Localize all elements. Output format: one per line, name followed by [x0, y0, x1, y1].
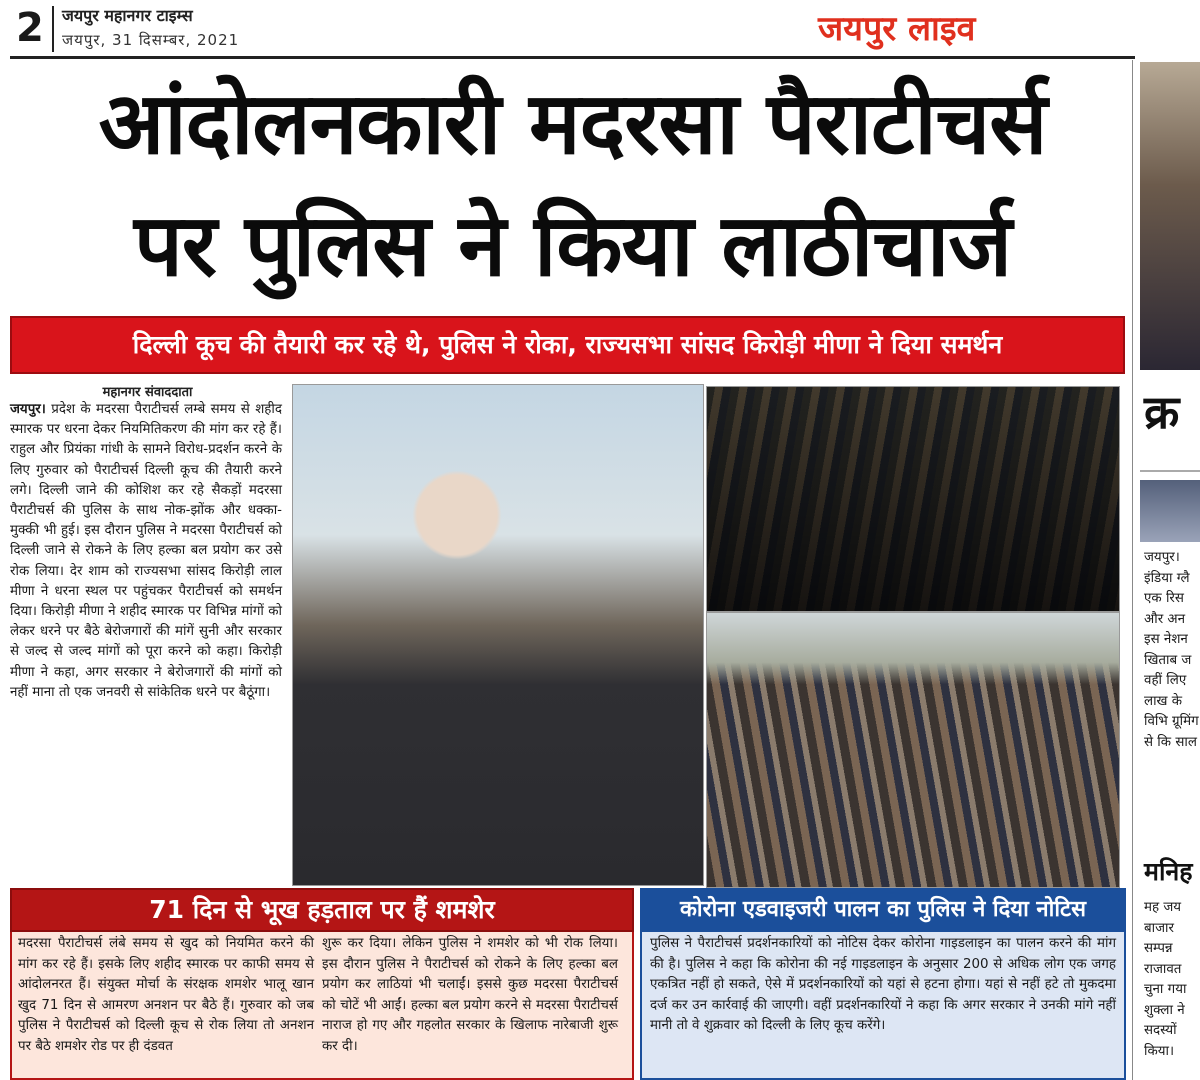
crowd-photo-bottom: [706, 612, 1120, 888]
speaker-photo: [292, 384, 704, 886]
subhead-text: दिल्ली कूच की तैयारी कर रहे थे, पुलिस ने रोका, राज्यसभा सांसद किरोड़ी मीणा ने दिया समर्थन: [132, 330, 1003, 359]
dateline: जयपुर।: [10, 402, 46, 417]
hunger-strike-col-1: मदरसा पैराटीचर्स लंबे समय से खुद को नियमित करने की मांग कर रहे हैं। इसके लिए शहीद स्मारक पर काफी समय से आंदोलनरत हैं। संयुक्त मोर्चा के संरक्षक शमशेर भालू खान खुद 71 दिन से आमरण अनशन पर बैठे हैं। गुरुवार को जब पुलिस ने पैराटीचर्स को दिल्ली कूच से रोक लिया तो अनशन पर बैठे शमशेर रोड पर ही दंडवत: [18, 936, 314, 1054]
column-rule: [1132, 60, 1133, 1080]
side-text-2: मह जय बाजार सम्पन्न राजावत चुना गया शुक्ला ने सदस्यों किया।: [1144, 900, 1187, 1059]
corona-notice-text: पुलिस ने पैराटीचर्स प्रदर्शनकारियों को नोटिस देकर कोरोना गाइडलाइन का पालन करने की मांग की है। पुलिस ने कहा कि कोरोना की नई गाइडलाइन के अनुसार 200 से अधिक लोग एक जगह एकत्रित नहीं हो सकते, ऐसे में प्रदर्शनकारियों को यहां से हटना होगा। यहां से नहीं हटे तो मुकदमा दर्ज कर उन कार्रवाई की जाएगी। वहीं प्रदर्शनकारियों ने कहा कि अगर सरकार ने उनकी मांगे नहीं मानी तो वे शुक्रवार को दिल्ली के लिए कूच करेंगे।: [650, 936, 1116, 1033]
byline: महानगर संवाददाता: [102, 385, 193, 400]
side-text: जयपुर। इंडिया ग्लै एक रिस और अन इस नेशन खिताब ज वहीं लिए लाख के विभि ग्रूमिंग से कि साल: [1144, 550, 1199, 750]
side-photo-small: [1140, 480, 1200, 542]
crowd-photo-top: [706, 386, 1120, 612]
page-number: 2: [16, 5, 44, 51]
headline-line-2: पर पुलिस ने किया लाठीचार्ज: [133, 196, 1012, 296]
article-text: प्रदेश के मदरसा पैराटीचर्स लम्बे समय से शहीद स्मारक पर धरना देकर नियमितिकरण की मांग कर रहे हैं। राहुल और प्रियंका गांधी के सामने विरोध-प्रदर्शन करने के लिए गुरुवार को पैराटीचर्स दिल्ली कूच की तैयारी करने लगे। दिल्ली जाने की कोशिश कर रहे सैकड़ों मदरसा पैराटीचर्स की पुलिस के साथ नोक-झोंक और धक्का-मुक्की भी हुई। इस दौरान पुलिस ने मदरसा पैराटीचर्स को दिल्ली जाने से रोकने के लिए हल्का बल प्रयोग कर उसे रोक लिया। देर शाम को राज्यसभा सांसद किरोड़ी लाल मीणा ने धरना स्थल पर पहुंचकर पैराटीचर्स को समर्थन दिया। किरोड़ी मीणा ने शहीद स्मारक पर विभिन्न मांगों को लेकर धरने पर बैठे बेरोजगारों की मांगें सुनी और सरकार से जल्द से जल्द मांगों को पूरा करने को कहा। किरोड़ी मीणा ने कहा, अगर सरकार ने बेरोजगारों की मांगों को नहीं माना तो एक जनवरी से सांकेतिक धरने पर बैठूंगा।: [10, 402, 282, 700]
hunger-strike-col-2: शुरू कर दिया। लेकिन पुलिस ने शमशेर को भी रोक लिया। इस दौरान पुलिस ने पैराटीचर्स को रोकने के लिए हल्का बल प्रयोग कर लाठियां भी चलाईं। इससे कुछ मदरसा पैराटीचर्स को चोटें भी आईं। हल्का बल प्रयोग करने से मदरसा पैराटीचर्स नाराज हो गए और गहलोत सरकार के खिलाफ नारेबाजी शुरू कर दी।: [322, 936, 618, 1054]
corona-notice-title: कोरोना एडवाइजरी पालन का पुलिस ने दिया नोटिस: [679, 897, 1086, 922]
issue-date: जयपुर, 31 दिसम्बर, 2021: [62, 31, 240, 49]
section-title: जयपुर लाइव: [818, 9, 976, 49]
hunger-strike-title: 71 दिन से भूख हड़ताल पर हैं शमशेर: [149, 895, 495, 924]
headline-line-1: आंदोलनकारी मदरसा पैराटीचर्स: [98, 74, 1047, 174]
side-heading: क्र: [1144, 385, 1180, 439]
side-heading-2: मनिह: [1144, 857, 1193, 886]
side-rule: [1140, 470, 1200, 472]
masthead-divider: [52, 6, 54, 52]
article-body: [10, 400, 282, 703]
side-photo: [1140, 62, 1200, 370]
masthead-rule: [10, 56, 1135, 59]
newspaper-name: जयपुर महानगर टाइम्स: [62, 6, 193, 25]
